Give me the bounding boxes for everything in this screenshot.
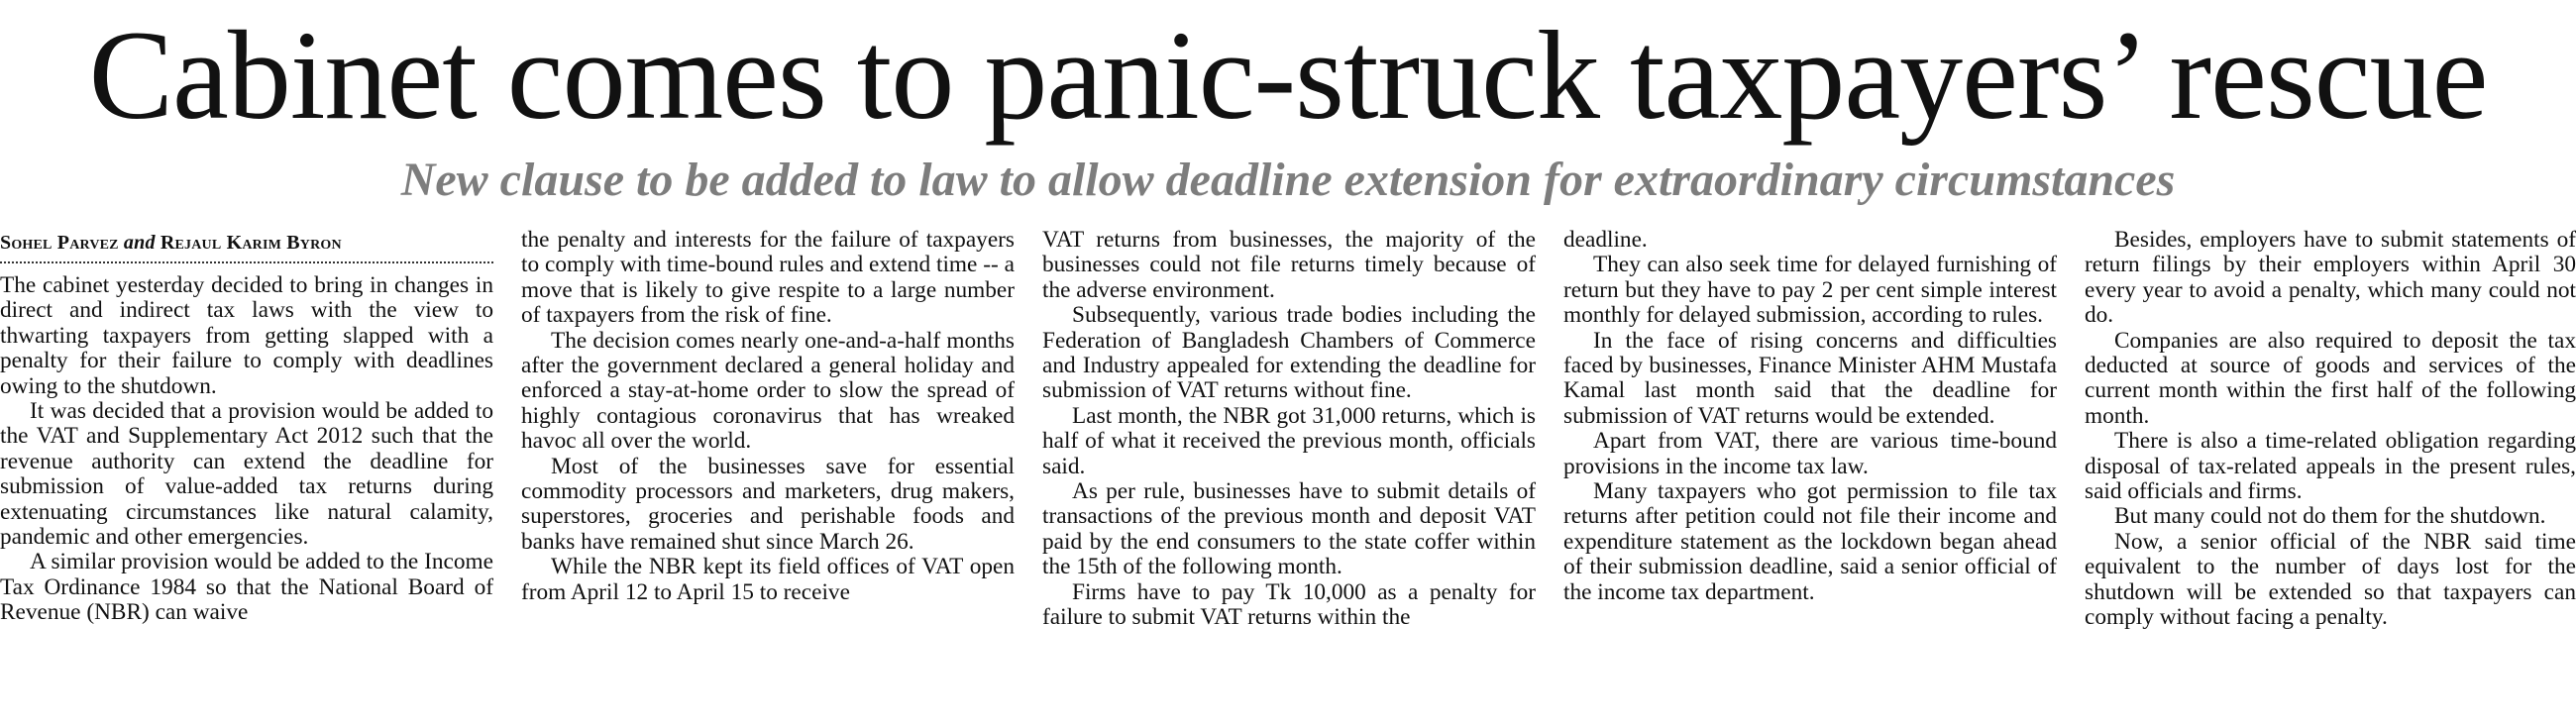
- paragraph: Firms have to pay Tk 10,000 as a penalty for failure to submit VAT returns within the: [1042, 578, 1536, 631]
- article-column-3: [1042, 228, 1536, 631]
- article-column-4: [1563, 228, 2057, 605]
- paragraph: There is also a time-related obligation regarding disposal of tax-related appeals in the present rules, said officials and firms.: [2085, 428, 2576, 505]
- paragraph: But many could not do them for the shutdown.: [2114, 503, 2546, 530]
- byline-divider: [0, 261, 493, 263]
- paragraph: deadline.: [1563, 227, 1648, 253]
- paragraph: They can also seek time for delayed furnishing of return but they have to pay 2 per cent simple interest monthly for delayed submission, according to rules.: [1563, 252, 2057, 329]
- paragraph: the penalty and interests for the failure of taxpayers to comply with time-bound rules and extend time -- a move that is likely to give respite to a large number of taxpayers from the risk of fine.: [521, 227, 1015, 329]
- paragraph: Now, a senior official of the NBR said time equivalent to the number of days lost for the shutdown will be extended so that taxpayers can comply without facing a penalty.: [2085, 528, 2576, 631]
- byline: [0, 230, 493, 256]
- paragraph: VAT returns from businesses, the majority of the businesses could not file returns timely because of the adverse environment.: [1042, 227, 1536, 303]
- byline-author-2: Rejaul Karim Byron: [160, 232, 342, 254]
- paragraph: Companies are also required to deposit the tax deducted at source of goods and services of the current month within the first half of the following month.: [2085, 327, 2576, 429]
- paragraph: Most of the businesses save for essential commodity processors and marketers, drug makers, superstores, groceries and perishable foods and banks have remained shut since March 26.: [521, 453, 1015, 555]
- byline-author-1: Sohel Parvez: [0, 232, 119, 254]
- paragraph: It was decided that a provision would be added to the VAT and Supplementary Act 2012 such that the revenue authority can extend the deadline for submission of value-added tax returns during extenuating circumstances like natural calamity, pandemic and other emergencies.: [0, 398, 493, 551]
- paragraph: Many taxpayers who got permission to file tax returns after petition could not file their income and expenditure statement as the lockdown began ahead of their submission deadline, said a senior official of the income tax department.: [1563, 478, 2057, 605]
- paragraph: Apart from VAT, there are various time-bound provisions in the income tax law.: [1563, 428, 2057, 479]
- article-column-2: [521, 228, 1015, 605]
- paragraph: The decision comes nearly one-and-a-half months after the government declared a general holiday and enforced a stay-at-home order to slow the spread of highly contagious coronavirus that has wreaked havoc all over the world.: [521, 327, 1015, 455]
- paragraph: While the NBR kept its field offices of VAT open from April 12 to April 15 to receive: [521, 554, 1015, 605]
- paragraph: In the face of rising concerns and difficulties faced by businesses, Finance Minister AHM Mustafa Kamal last month said that the deadline for submission of VAT returns would be extended.: [1563, 327, 2057, 429]
- paragraph: The cabinet yesterday decided to bring in changes in direct and indirect tax laws with the view to thwarting taxpayers from getting slapped with a penalty for their failure to comply with deadlines owing to the shutdown.: [0, 272, 493, 399]
- subheadline: New clause to be added to law to allow deadline extension for extraordinary circumstances: [400, 154, 2176, 206]
- paragraph: Besides, employers have to submit statements of return filings by their employers within April 30 every year to avoid a penalty, which many could not do.: [2085, 227, 2576, 329]
- paragraph: A similar provision would be added to the Income Tax Ordinance 1984 so that the National Board of Revenue (NBR) can waive: [0, 549, 493, 626]
- paragraph: Last month, the NBR got 31,000 returns, which is half of what it received the previous month, officials said.: [1042, 402, 1536, 479]
- article-column-1: [0, 230, 493, 626]
- paragraph: Subsequently, various trade bodies including the Federation of Bangladesh Chambers of Commerce and Industry appealed for extending the deadline for submission of VAT returns without fine.: [1042, 302, 1536, 404]
- headline: Cabinet comes to panic-struck taxpayers’ rescue: [88, 5, 2488, 146]
- byline-conjunction: and: [123, 232, 156, 254]
- paragraph: As per rule, businesses have to submit details of transactions of the previous month and deposit VAT paid by the end consumers to the state coffer within the 15th of the following month.: [1042, 478, 1536, 580]
- article-column-5: [2085, 228, 2576, 631]
